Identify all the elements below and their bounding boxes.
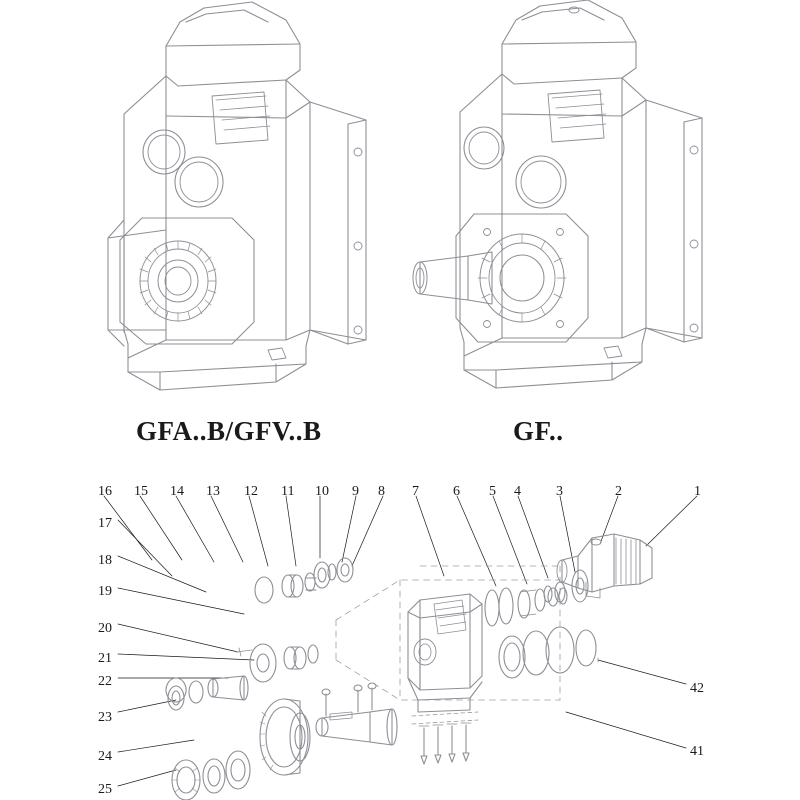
callout-8: 8 (378, 484, 385, 499)
callout-14: 14 (170, 484, 184, 499)
exploded-assembly (104, 496, 697, 800)
callout-13: 13 (206, 484, 220, 499)
callout-3: 3 (556, 484, 563, 499)
callout-19: 19 (98, 584, 112, 599)
callout-5: 5 (489, 484, 496, 499)
callout-10: 10 (315, 484, 329, 499)
callout-11: 11 (281, 484, 295, 499)
callout-6: 6 (453, 484, 460, 499)
caption-gfa-b-gfv-b: GFA..B/GFV..B (136, 416, 322, 446)
caption-gf: GF.. (513, 416, 564, 446)
callout-20: 20 (98, 621, 112, 636)
callout-15: 15 (134, 484, 148, 499)
callout-41: 41 (690, 744, 704, 759)
callout-2: 2 (615, 484, 622, 499)
callout-42: 42 (690, 681, 704, 696)
callout-21: 21 (98, 651, 112, 666)
callout-1: 1 (694, 484, 701, 499)
callout-18: 18 (98, 553, 112, 568)
callout-7: 7 (412, 484, 419, 499)
callout-23: 23 (98, 710, 112, 725)
callout-9: 9 (352, 484, 359, 499)
callout-17: 17 (98, 516, 112, 531)
gearbox-outline-left (108, 2, 366, 390)
gearbox-outline-right (413, 0, 702, 388)
callout-22: 22 (98, 674, 112, 689)
callout-16: 16 (98, 484, 112, 499)
callout-12: 12 (244, 484, 258, 499)
callout-24: 24 (98, 749, 112, 764)
callout-4: 4 (514, 484, 521, 499)
callout-25: 25 (98, 782, 112, 797)
